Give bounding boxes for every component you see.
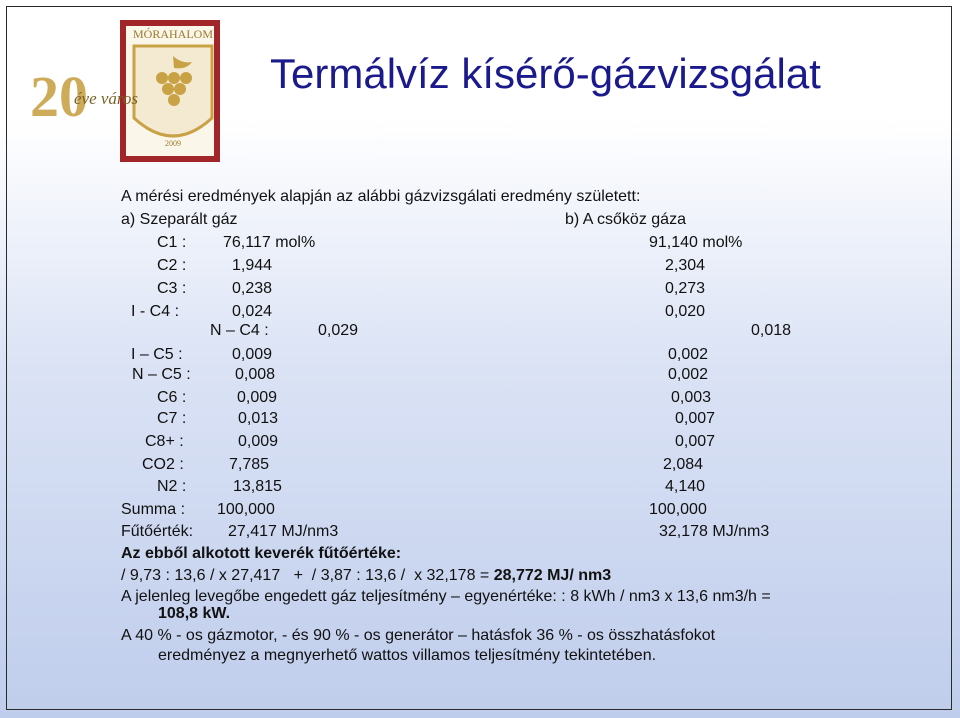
row-label: C7 : — [157, 410, 187, 427]
row-value-a: 7,785 — [229, 456, 270, 473]
row-label: C3 : — [157, 280, 187, 297]
mix-heading: Az ebből alkotott keverék fűtőértéke: — [121, 545, 402, 562]
row-label: C6 : — [157, 389, 187, 406]
row-value-b: 0,273 — [665, 280, 706, 297]
logo-caption: éve város — [74, 89, 139, 108]
mix-formula-text: / 9,73 : 13,6 / x 27,417 + / 3,87 : 13,6 / x 32,178 = — [121, 567, 494, 584]
row-value-a: 0,029 — [318, 322, 359, 339]
efficiency-line-1: A 40 % - os gázmotor, - és 90 % - os generátor – hatásfok 36 % - os összhatásfokot — [121, 627, 716, 644]
row-value-a: 27,417 MJ/nm3 — [228, 523, 339, 540]
row-value-b: 91,140 mol% — [649, 234, 743, 251]
morahalom-logo — [22, 18, 222, 164]
row-label: CO2 : — [142, 456, 184, 473]
logo-years-number: 20 — [30, 64, 88, 129]
row-value-b: 0,002 — [668, 366, 709, 383]
logo-year-text: 2009 — [165, 139, 181, 148]
mix-result: 28,772 MJ/ nm3 — [493, 567, 612, 584]
row-value-b: 4,140 — [665, 478, 706, 495]
row-value-b: 0,007 — [675, 433, 716, 450]
mix-formula — [121, 567, 611, 585]
row-label: N – C4 : — [210, 322, 269, 339]
row-value-a: 0,008 — [235, 366, 276, 383]
row-value-a: 0,238 — [232, 280, 273, 297]
row-label: C8+ : — [145, 433, 184, 450]
row-value-b: 0,003 — [671, 389, 712, 406]
row-value-b: 0,002 — [668, 346, 709, 363]
row-label: I - C4 : — [131, 303, 180, 320]
row-value-a: 0,009 — [232, 346, 273, 363]
row-value-a: 0,009 — [237, 389, 278, 406]
row-label: C2 : — [157, 257, 187, 274]
row-value-b: 0,007 — [675, 410, 716, 427]
power-line-2: 108,8 kW. — [158, 605, 231, 622]
intro-text: A mérési eredmények alapján az alábbi gázvizsgálati eredmény született: — [121, 188, 641, 205]
efficiency-line-2: eredményez a megnyerhető wattos villamos teljesítmény tekintetében. — [158, 647, 657, 664]
row-value-a: 1,944 — [232, 257, 273, 274]
column-b-heading: b) A csőköz gáza — [565, 211, 686, 228]
row-label: N2 : — [157, 478, 187, 495]
row-value-b: 2,304 — [665, 257, 706, 274]
row-value-a: 76,117 mol% — [223, 234, 316, 251]
row-value-b: 2,084 — [663, 456, 704, 473]
row-value-b: 32,178 MJ/nm3 — [659, 523, 770, 540]
row-value-b: 100,000 — [649, 501, 707, 518]
row-value-b: 0,018 — [751, 322, 792, 339]
row-label: I – C5 : — [131, 346, 183, 363]
row-value-a: 0,013 — [238, 410, 279, 427]
row-label: Fűtőérték: — [121, 523, 194, 540]
row-value-a: 13,815 — [233, 478, 282, 495]
row-label: N – C5 : — [132, 366, 191, 383]
row-value-a: 100,000 — [217, 501, 275, 518]
row-label: C1 : — [157, 234, 187, 251]
row-value-a: 0,009 — [238, 433, 279, 450]
column-a-heading: a) Szeparált gáz — [121, 211, 238, 228]
power-line-1: A jelenleg levegőbe engedett gáz teljesítmény – egyenértéke: : 8 kWh / nm3 x 13,6 nm3/h = — [121, 588, 771, 605]
logo-town-text: MÓRAHALOM — [132, 27, 214, 41]
row-value-b: 0,020 — [665, 303, 706, 320]
page-title: Termálvíz kísérő-gázvizsgálat — [270, 50, 821, 97]
row-value-a: 0,024 — [232, 303, 273, 320]
row-label: Summa : — [121, 501, 186, 518]
